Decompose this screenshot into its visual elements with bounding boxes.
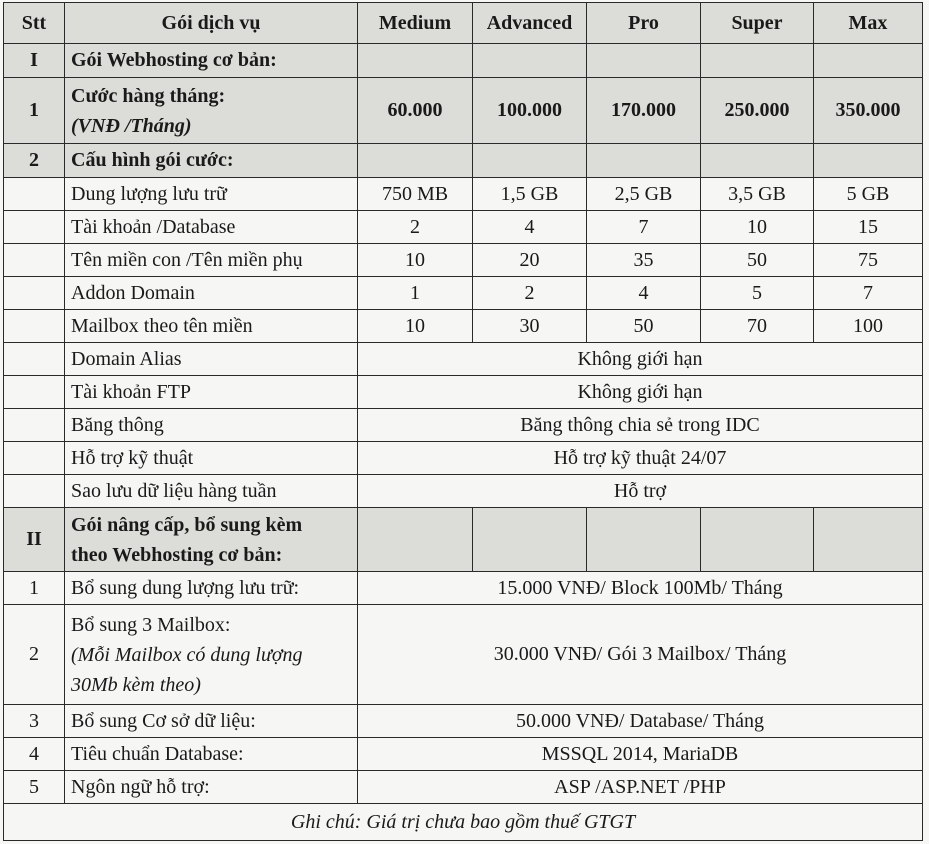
row-number: 2 [4,144,65,178]
spec-row-addon [4,277,923,310]
section-title [65,508,358,572]
monthly-label-text: Cước hàng tháng: [71,84,226,107]
spec-value: 4 [587,277,701,310]
section-row-1 [4,44,923,78]
addon-label: Ngôn ngữ hỗ trợ: [65,771,358,804]
addon-row-database [4,705,923,738]
section-title-line: Gói nâng cấp, bổ sung kèm [71,513,303,536]
header-stt: Stt [4,3,65,44]
monthly-price-label [65,78,358,144]
spec-value: 2,5 GB [587,178,701,211]
header-plan-advanced: Advanced [473,3,587,44]
shared-row-ftp [4,376,923,409]
shared-value: Không giới hạn [358,376,923,409]
section-number: I [4,44,65,78]
addon-row-storage [4,572,923,605]
addon-note-text: 30Mb kèm theo) [71,673,201,696]
shared-value: Không giới hạn [358,343,923,376]
spec-value: 10 [358,244,473,277]
addon-label: Tiêu chuẩn Database: [65,738,358,771]
spec-value: 30 [473,310,587,343]
spec-row-database [4,211,923,244]
price-super: 250.000 [701,78,814,144]
spec-value: 5 GB [814,178,923,211]
addon-row-db-standard [4,738,923,771]
spec-value: 10 [358,310,473,343]
section-title-line: theo Webhosting cơ bản: [71,543,283,566]
spec-value: 20 [473,244,587,277]
section-row-2 [4,508,923,572]
addon-row-language [4,771,923,804]
section-title: Gói Webhosting cơ bản: [65,44,358,78]
spec-value: 1,5 GB [473,178,587,211]
header-plan-super: Super [701,3,814,44]
addon-label-text: Bổ sung 3 Mailbox: [71,613,231,636]
spec-label: Tài khoản /Database [65,211,358,244]
addon-value: MSSQL 2014, MariaDB [358,738,923,771]
addon-value: 30.000 VNĐ/ Gói 3 Mailbox/ Tháng [358,605,923,705]
spec-value: 75 [814,244,923,277]
spec-label: Tên miền con /Tên miền phụ [65,244,358,277]
spec-value: 2 [358,211,473,244]
price-medium: 60.000 [358,78,473,144]
spec-row-mailbox [4,310,923,343]
row-number: 2 [4,605,65,705]
shared-value: Hỗ trợ [358,475,923,508]
spec-value: 5 [701,277,814,310]
spec-value: 50 [701,244,814,277]
spec-label: Mailbox theo tên miền [65,310,358,343]
addon-label [65,605,358,705]
spec-value: 2 [473,277,587,310]
header-row [4,3,923,44]
footnote: Ghi chú: Giá trị chưa bao gồm thuế GTGT [4,804,923,841]
addon-value: 15.000 VNĐ/ Block 100Mb/ Tháng [358,572,923,605]
shared-value: Hỗ trợ kỹ thuật 24/07 [358,442,923,475]
monthly-price-row [4,78,923,144]
addon-row-mailbox [4,605,923,705]
addon-label: Bổ sung Cơ sở dữ liệu: [65,705,358,738]
pricing-table [3,2,923,841]
row-number: 5 [4,771,65,804]
shared-label: Tài khoản FTP [65,376,358,409]
footnote-row [4,804,923,841]
shared-row-bandwidth [4,409,923,442]
row-number: 1 [4,572,65,605]
header-service: Gói dịch vụ [65,3,358,44]
spec-value: 15 [814,211,923,244]
addon-value: 50.000 VNĐ/ Database/ Tháng [358,705,923,738]
shared-row-backup [4,475,923,508]
shared-value: Băng thông chia sẻ trong IDC [358,409,923,442]
spec-value: 7 [587,211,701,244]
addon-value: ASP /ASP.NET /PHP [358,771,923,804]
config-title: Cấu hình gói cước: [65,144,358,178]
spec-value: 100 [814,310,923,343]
monthly-unit-text: (VNĐ /Tháng) [71,114,192,137]
row-number: 4 [4,738,65,771]
spec-label: Addon Domain [65,277,358,310]
header-plan-medium: Medium [358,3,473,44]
spec-value: 35 [587,244,701,277]
config-row [4,144,923,178]
row-number: 1 [4,78,65,144]
shared-row-domain-alias [4,343,923,376]
spec-row-storage [4,178,923,211]
header-plan-max: Max [814,3,923,44]
price-max: 350.000 [814,78,923,144]
section-number: II [4,508,65,572]
spec-value: 4 [473,211,587,244]
price-pro: 170.000 [587,78,701,144]
addon-note-text: (Mỗi Mailbox có dung lượng [71,643,303,666]
spec-value: 70 [701,310,814,343]
price-advanced: 100.000 [473,78,587,144]
spec-value: 750 MB [358,178,473,211]
shared-label: Sao lưu dữ liệu hàng tuần [65,475,358,508]
spec-value: 50 [587,310,701,343]
shared-label: Băng thông [65,409,358,442]
addon-label: Bổ sung dung lượng lưu trữ: [65,572,358,605]
spec-value: 10 [701,211,814,244]
spec-value: 7 [814,277,923,310]
shared-label: Domain Alias [65,343,358,376]
header-plan-pro: Pro [587,3,701,44]
row-number: 3 [4,705,65,738]
spec-label: Dung lượng lưu trữ [65,178,358,211]
shared-label: Hỗ trợ kỹ thuật [65,442,358,475]
spec-value: 3,5 GB [701,178,814,211]
spec-row-subdomain [4,244,923,277]
shared-row-support [4,442,923,475]
spec-value: 1 [358,277,473,310]
